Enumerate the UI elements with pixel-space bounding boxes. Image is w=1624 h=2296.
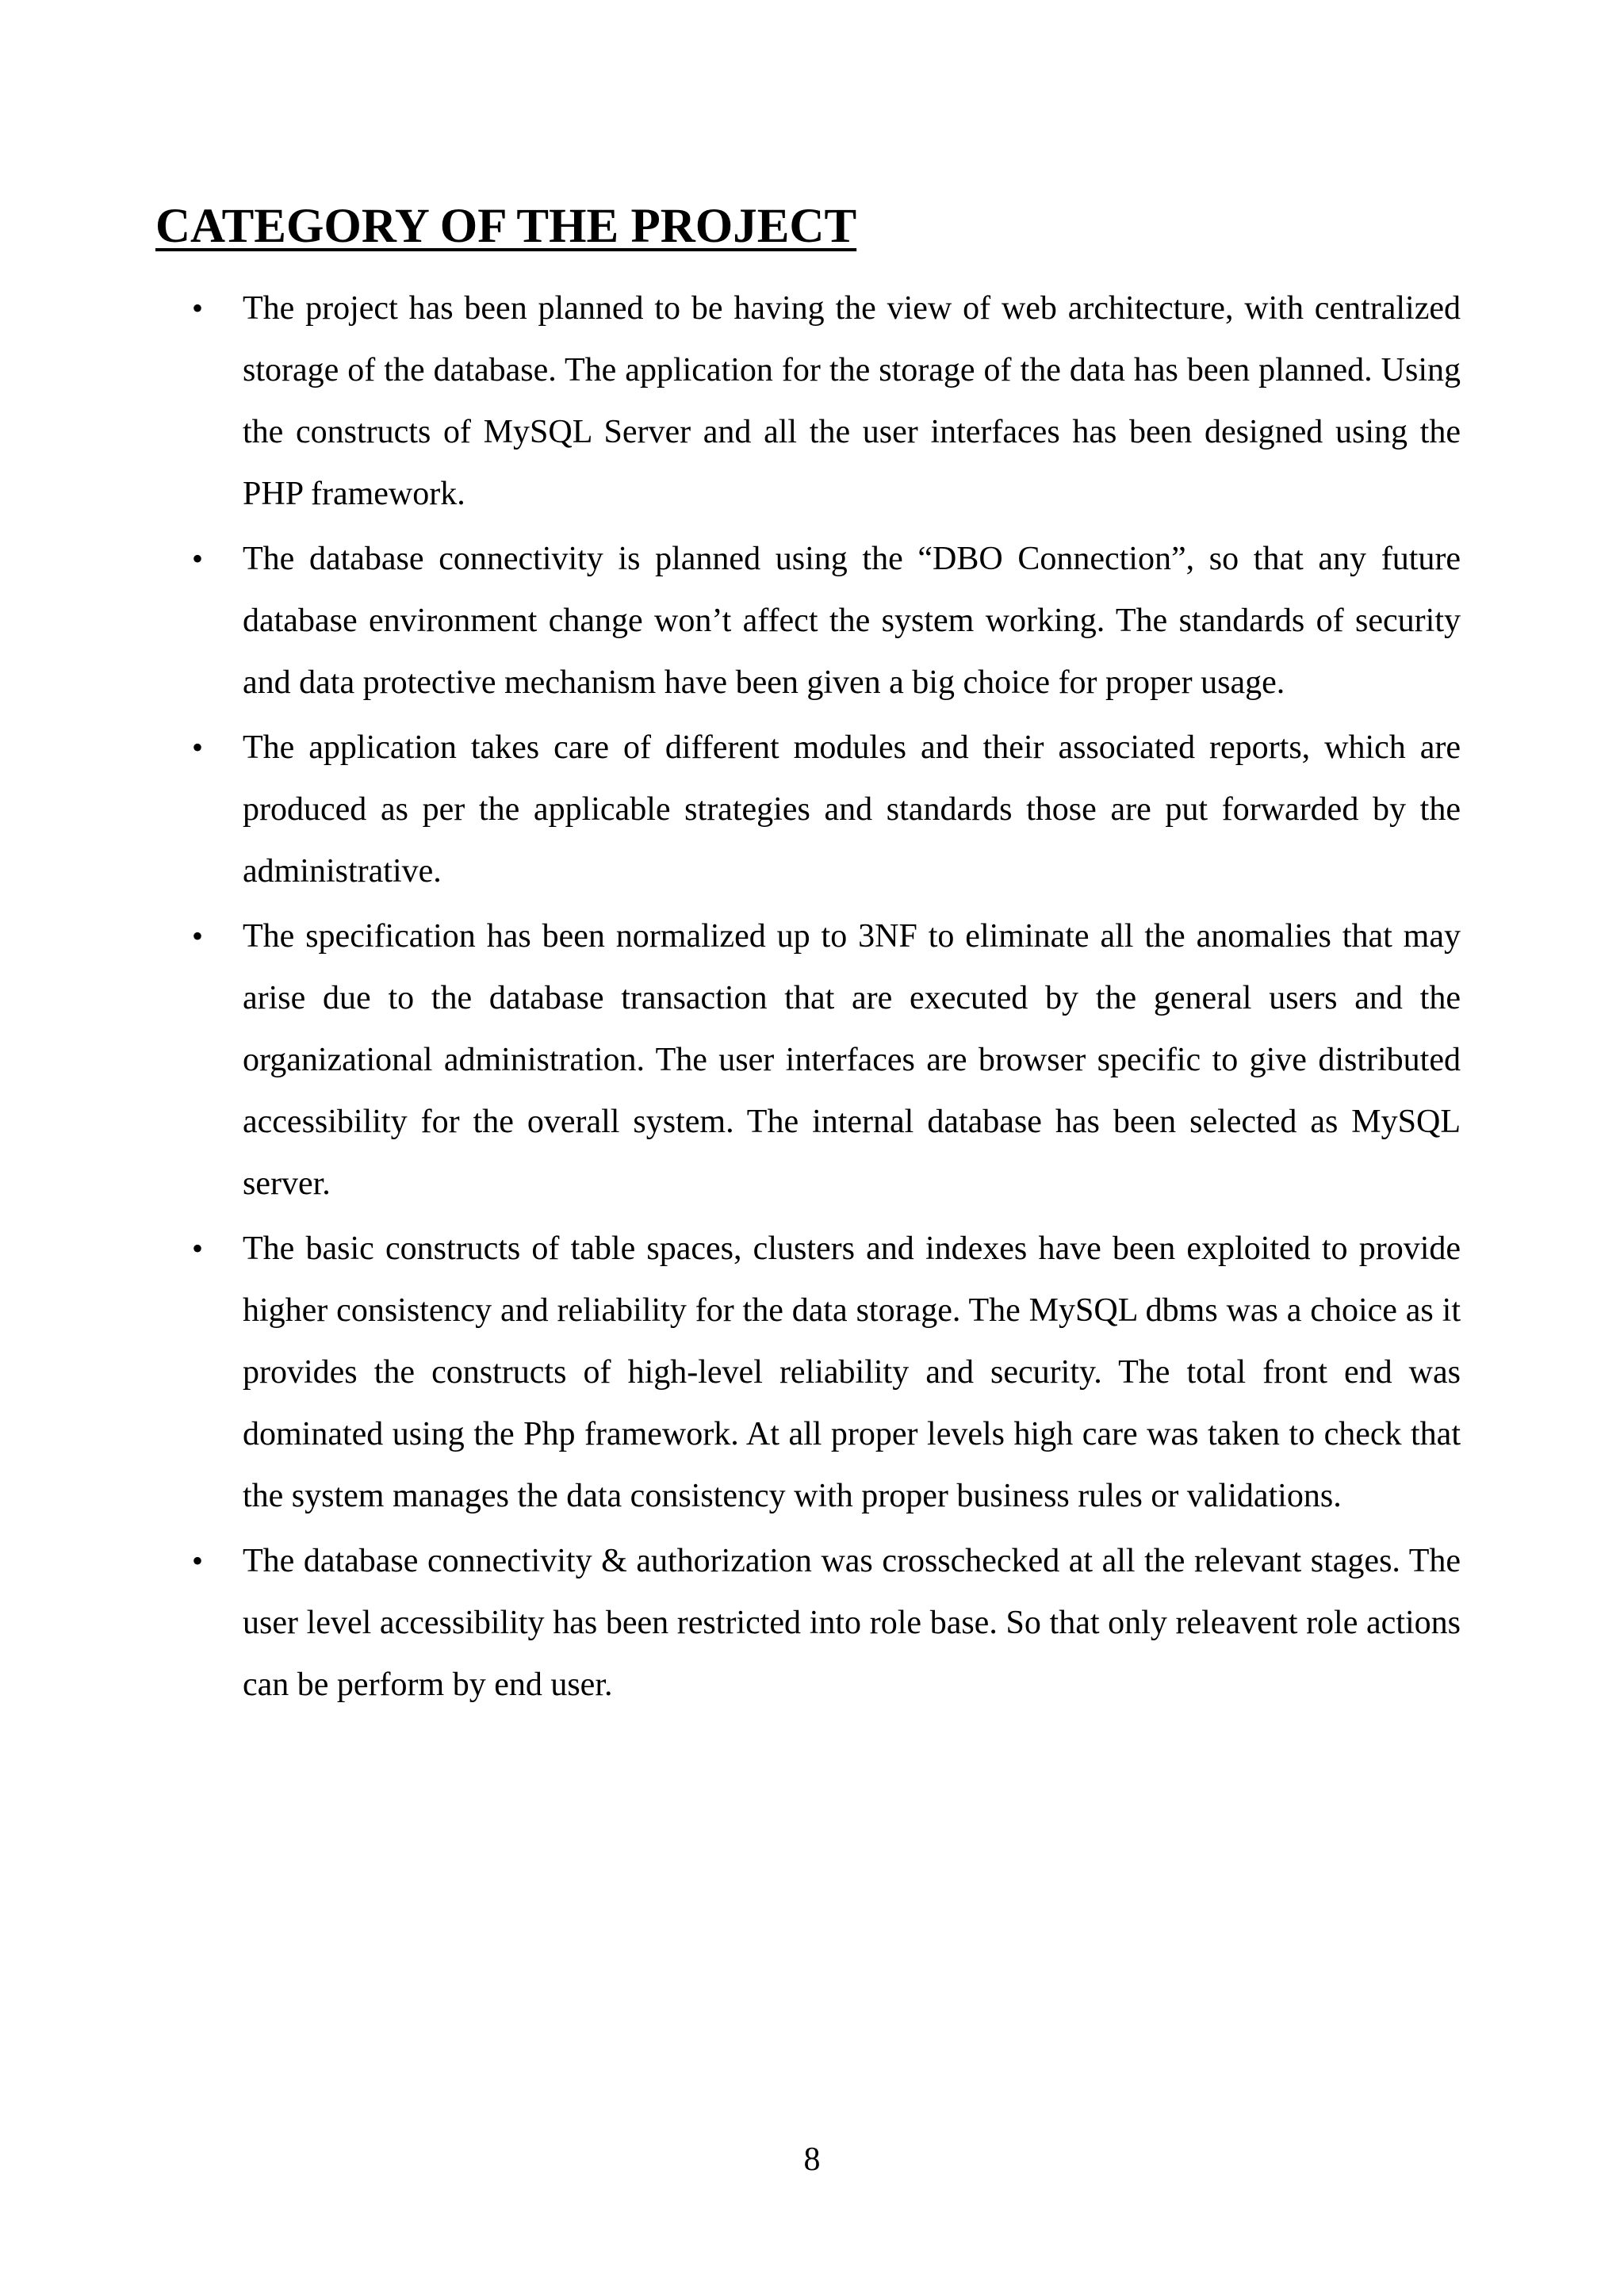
bullet-item: [192, 277, 1461, 525]
section-heading: CATEGORY OF THE PROJECT: [155, 200, 857, 253]
bullet-text: The database connectivity & authorization was crosschecked at all the relevant stages. The user level accessibility has been restricted into role base. So that only releavent role actions can be perform by end user.: [243, 1543, 1461, 1703]
bullet-text: The database connectivity is planned using the “DBO Connection”, so that any future database environment change won’t affect the system working. The standards of security and data protective mechanism have been given a big choice for proper usage.: [243, 541, 1461, 701]
bullet-icon: •: [192, 290, 204, 326]
bullet-text: The basic constructs of table spaces, clusters and indexes have been exploited to provide higher consistency and reliability for the data storage. The MySQL dbms was a choice as it provides the constructs of high-level reliability and security. The total front end was dominated using the Php framework. At all proper levels high care was taken to check that the system manages the data consistency with proper business rules or validations.: [243, 1230, 1461, 1514]
bullet-icon: •: [192, 918, 204, 954]
bullet-icon: •: [192, 1230, 204, 1266]
bullet-text: The project has been planned to be having the view of web architecture, with centralized storage of the database. The application for the storage of the data has been planned. Using the constructs of MySQL Server and all the user interfaces has been designed using the PHP framework.: [243, 290, 1461, 512]
bullet-icon: •: [192, 1543, 204, 1578]
page-number: 8: [803, 2141, 821, 2178]
bullet-item: [192, 717, 1461, 902]
bullet-item: [192, 1530, 1461, 1716]
bullet-text: The application takes care of different modules and their associated reports, which are produced as per the applicable strategies and standards those are put forwarded by the administrative.: [243, 729, 1461, 890]
bullet-text: The specification has been normalized up to 3NF to eliminate all the anomalies that may arise due to the database transaction that are executed by the general users and the organizational administration. The user interfaces are browser specific to give distributed accessibility for the overall system. The internal database has been selected as MySQL server.: [243, 918, 1461, 1202]
bullet-icon: •: [192, 729, 204, 765]
bullet-list: [192, 277, 1461, 1719]
bullet-item: [192, 528, 1461, 714]
bullet-item: [192, 1218, 1461, 1527]
bullet-item: [192, 905, 1461, 1215]
bullet-icon: •: [192, 541, 204, 576]
